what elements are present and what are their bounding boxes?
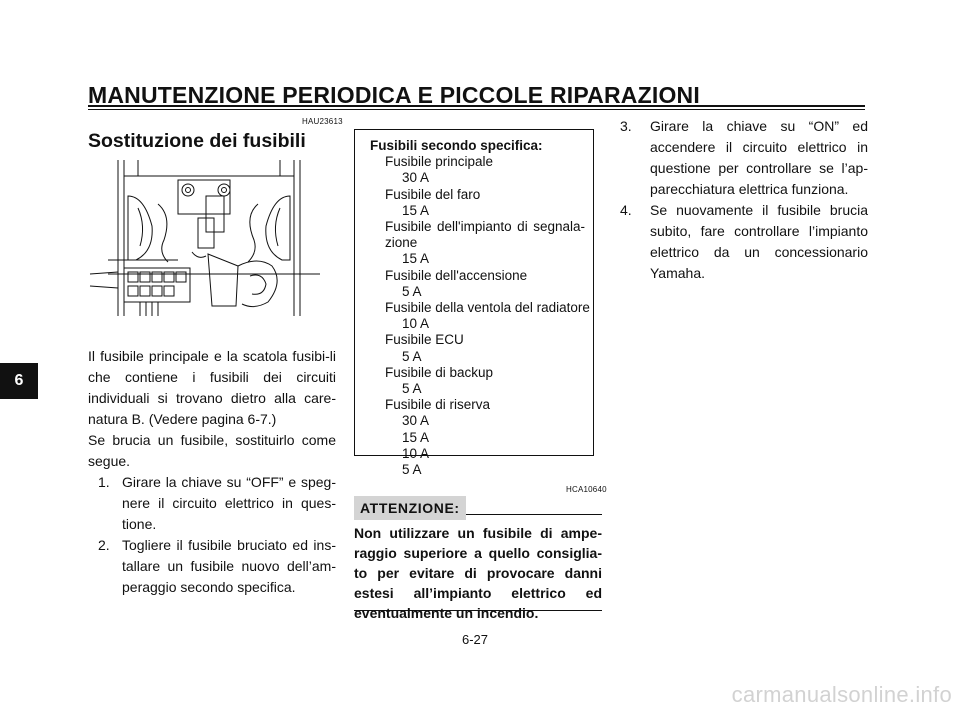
step-number: 1. <box>98 474 110 490</box>
spec-label: Fusibile della ventola del radiatore <box>385 300 590 316</box>
spec-title: Fusibili secondo specifica: <box>370 138 543 153</box>
intro-paragraph: Il fusibile principale e la scatola fusibi-li che contiene i fusibili dei circuiti individuali si trovano dietro alla care-natura B. (Vedere pagina 6-7.) <box>88 348 336 427</box>
spec-label: Fusibile principale <box>385 154 494 170</box>
procedure-steps <box>88 472 336 598</box>
step-text: Togliere il fusibile bruciato ed ins-tallare un fusibile nuovo dell’am-peraggio secondo specifica. <box>122 537 336 595</box>
spec-value: 15 A <box>402 429 430 445</box>
step-text: Girare la chiave su “OFF” e speg-nere il circuito elettrico in ques-tione. <box>122 474 336 532</box>
header-rule <box>88 105 865 107</box>
step-number: 4. <box>620 202 632 218</box>
header-rule-thin <box>88 109 865 110</box>
spec-label: Fusibile di backup <box>385 364 494 380</box>
spec-label: Fusibile dell'impianto di segnala-zione <box>385 219 585 251</box>
spec-value: 30 A <box>402 413 430 429</box>
chapter-header-title: MANUTENZIONE PERIODICA E PICCOLE RIPARAZIONI <box>88 82 700 108</box>
spec-value: 30 A <box>402 170 430 186</box>
step-number: 3. <box>620 118 632 134</box>
spec-value: 10 A <box>402 316 430 332</box>
spec-label: Fusibile di riserva <box>385 397 491 413</box>
left-column-text <box>88 346 336 598</box>
spec-value: 15 A <box>402 202 430 218</box>
caution-rule <box>466 514 602 515</box>
chapter-tab: 6 <box>0 363 38 399</box>
procedure-intro: Se brucia un fusibile, sostituirlo come segue. <box>88 432 336 469</box>
list-item <box>620 200 868 284</box>
step-text: Girare la chiave su “ON” ed accendere il circuito elettrico in questione per controllare se l’ap-parecchiatura elettrica funziona. <box>650 118 868 197</box>
spec-label: Fusibile ECU <box>385 332 464 348</box>
list-item <box>88 535 336 598</box>
caution-text: Non utilizzare un fusibile di ampe-raggio superiore a quello consiglia-to per evitare di provocare danni estesi all’impianto elettrico ed eventualmente un incendio. <box>354 525 602 621</box>
caution-code: HCA10640 <box>566 485 607 494</box>
spec-label: Fusibile dell'accensione <box>385 267 528 283</box>
section-title: Sostituzione dei fusibili <box>88 130 306 152</box>
spec-value: 5 A <box>402 462 422 478</box>
spec-value: 10 A <box>402 445 430 461</box>
step-text: Se nuovamente il fusibile brucia subito, fare controllare l’impianto elettrico da un concessionario Yamaha. <box>650 202 868 281</box>
list-item <box>88 472 336 535</box>
caution-label: ATTENZIONE: <box>354 496 466 520</box>
spec-value: 5 A <box>402 348 422 364</box>
list-item <box>620 116 868 200</box>
spec-value: 15 A <box>402 251 430 267</box>
fuse-location-illustration <box>88 156 330 322</box>
procedure-steps-continued <box>620 116 868 284</box>
section-code: HAU23613 <box>302 117 343 126</box>
watermark: carmanualsonline.info <box>731 682 952 707</box>
caution-bottom-rule <box>354 610 602 611</box>
step-number: 2. <box>98 537 110 553</box>
spec-value: 5 A <box>402 381 422 397</box>
right-column-text <box>620 116 868 284</box>
fuse-spec-box <box>354 129 594 478</box>
spec-value: 5 A <box>402 283 422 299</box>
page-number: 6-27 <box>462 632 489 647</box>
spec-label: Fusibile del faro <box>385 186 481 202</box>
caution-header <box>354 496 602 522</box>
